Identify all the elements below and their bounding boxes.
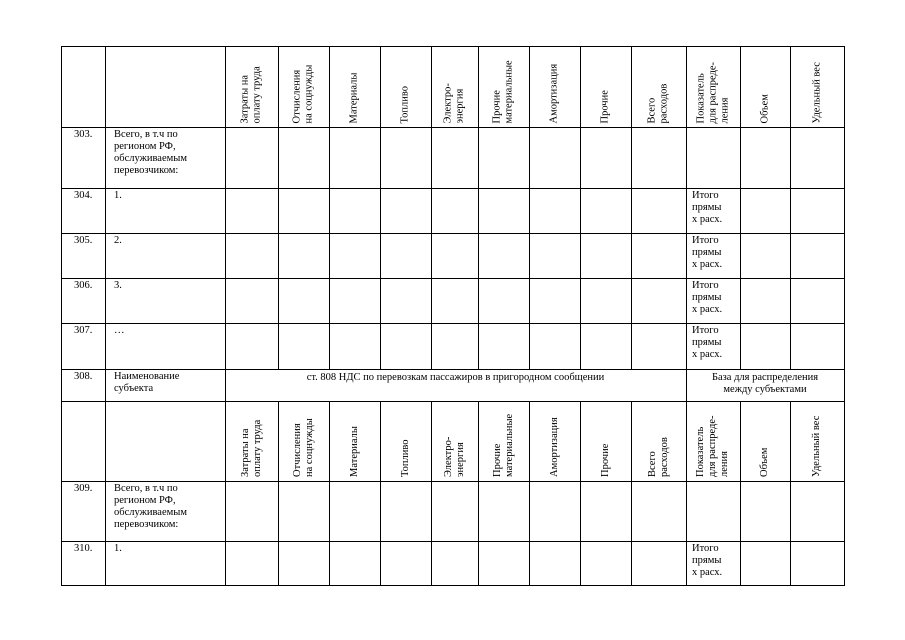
row-name: Наименование субъекта (114, 371, 180, 394)
column-border (380, 46, 381, 370)
column-border (478, 46, 479, 370)
row-side-note: Итого прямы х расх. (692, 235, 723, 270)
column-border (580, 401, 581, 586)
row-side-note: Итого прямы х расх. (692, 325, 723, 360)
row-number: 310. (74, 543, 93, 554)
column-border (61, 46, 62, 586)
column-border (740, 401, 741, 586)
column-border (478, 401, 479, 586)
column-header-bottom: Топливо (399, 439, 411, 477)
row-name: 3. (114, 280, 122, 291)
row-number: 303. (74, 129, 93, 140)
table-top-border (61, 46, 226, 47)
column-header-top: Удельный вес (811, 61, 822, 123)
table-top-border (225, 46, 845, 47)
column-header-top: Объем (759, 93, 770, 123)
row-border (61, 188, 845, 189)
column-header-top: Материалы (348, 72, 360, 123)
column-header-top: Прочие (599, 89, 611, 123)
column-border (686, 46, 687, 586)
column-border (631, 401, 632, 586)
column-border (529, 46, 530, 370)
column-header-bottom: Показатель для распреде- ления (695, 415, 730, 477)
row-side-note: Итого прямы х расх. (692, 190, 723, 225)
row-name: Всего, в т.ч по регионом РФ, обслуживаемым перевозчиком: (114, 129, 187, 176)
column-header-bottom: Материалы (348, 426, 360, 477)
column-border (790, 401, 791, 586)
column-border (740, 46, 741, 370)
column-header-bottom: Прочие (599, 443, 611, 477)
column-border (844, 46, 845, 586)
row-border (61, 369, 845, 370)
column-border (329, 46, 330, 370)
column-border (431, 401, 432, 586)
row-number: 308. (74, 371, 93, 382)
column-header-bottom: Затраты на оплату труда (239, 419, 263, 477)
column-header-top: Всего расходов (646, 83, 670, 123)
row-name: Всего, в т.ч по регионом РФ, обслуживаемым перевозчиком: (114, 483, 187, 530)
row-number: 304. (74, 190, 93, 201)
row-border (61, 127, 845, 128)
column-header-bottom: Удельный вес (811, 415, 822, 477)
row-number: 309. (74, 483, 93, 494)
row-number: 306. (74, 280, 93, 291)
column-header-top: Показатель для распреде- ления (695, 61, 730, 123)
column-border (529, 401, 530, 586)
row-border (61, 541, 845, 542)
row-border (61, 481, 845, 482)
row-number: 305. (74, 235, 93, 246)
column-header-top: Электро- энергия (442, 82, 466, 123)
distribution-banner: База для распределения между субъектами (711, 372, 819, 395)
column-border (225, 46, 226, 586)
row-side-note: Итого прямы х расх. (692, 280, 723, 315)
row-name: … (114, 325, 125, 336)
column-border (380, 401, 381, 586)
column-border (790, 46, 791, 370)
column-border (278, 401, 279, 586)
row-name: 1. (114, 190, 122, 201)
row-name: 2. (114, 235, 122, 246)
column-border (431, 46, 432, 370)
row-side-note: Итого прямы х расх. (692, 543, 723, 578)
column-border (631, 46, 632, 370)
column-border (329, 401, 330, 586)
row-border (61, 323, 845, 324)
column-header-bottom: Всего расходов (646, 437, 670, 477)
column-header-top: Амортизация (548, 63, 560, 123)
column-border (278, 46, 279, 370)
row-number: 307. (74, 325, 93, 336)
column-header-bottom: Прочие материальные (491, 413, 515, 477)
column-header-bottom: Отчисления на соцнужды (291, 418, 315, 477)
column-header-bottom: Амортизация (548, 417, 560, 477)
column-border (580, 46, 581, 370)
column-header-top: Затраты на оплату труда (239, 65, 263, 123)
row-border (61, 401, 845, 402)
row-border (61, 585, 845, 586)
row-name: 1. (114, 543, 122, 554)
section-banner: ст. 808 НДС по перевозкам пассажиров в пригородном сообщении (306, 372, 605, 383)
column-header-top: Прочие материальные (491, 59, 515, 123)
row-border (61, 278, 845, 279)
column-header-bottom: Объем (759, 447, 770, 477)
column-header-top: Топливо (399, 85, 411, 123)
column-border (105, 46, 106, 586)
column-header-bottom: Электро- энергия (442, 436, 466, 477)
row-border (61, 233, 845, 234)
column-header-top: Отчисления на соцнужды (291, 64, 315, 123)
